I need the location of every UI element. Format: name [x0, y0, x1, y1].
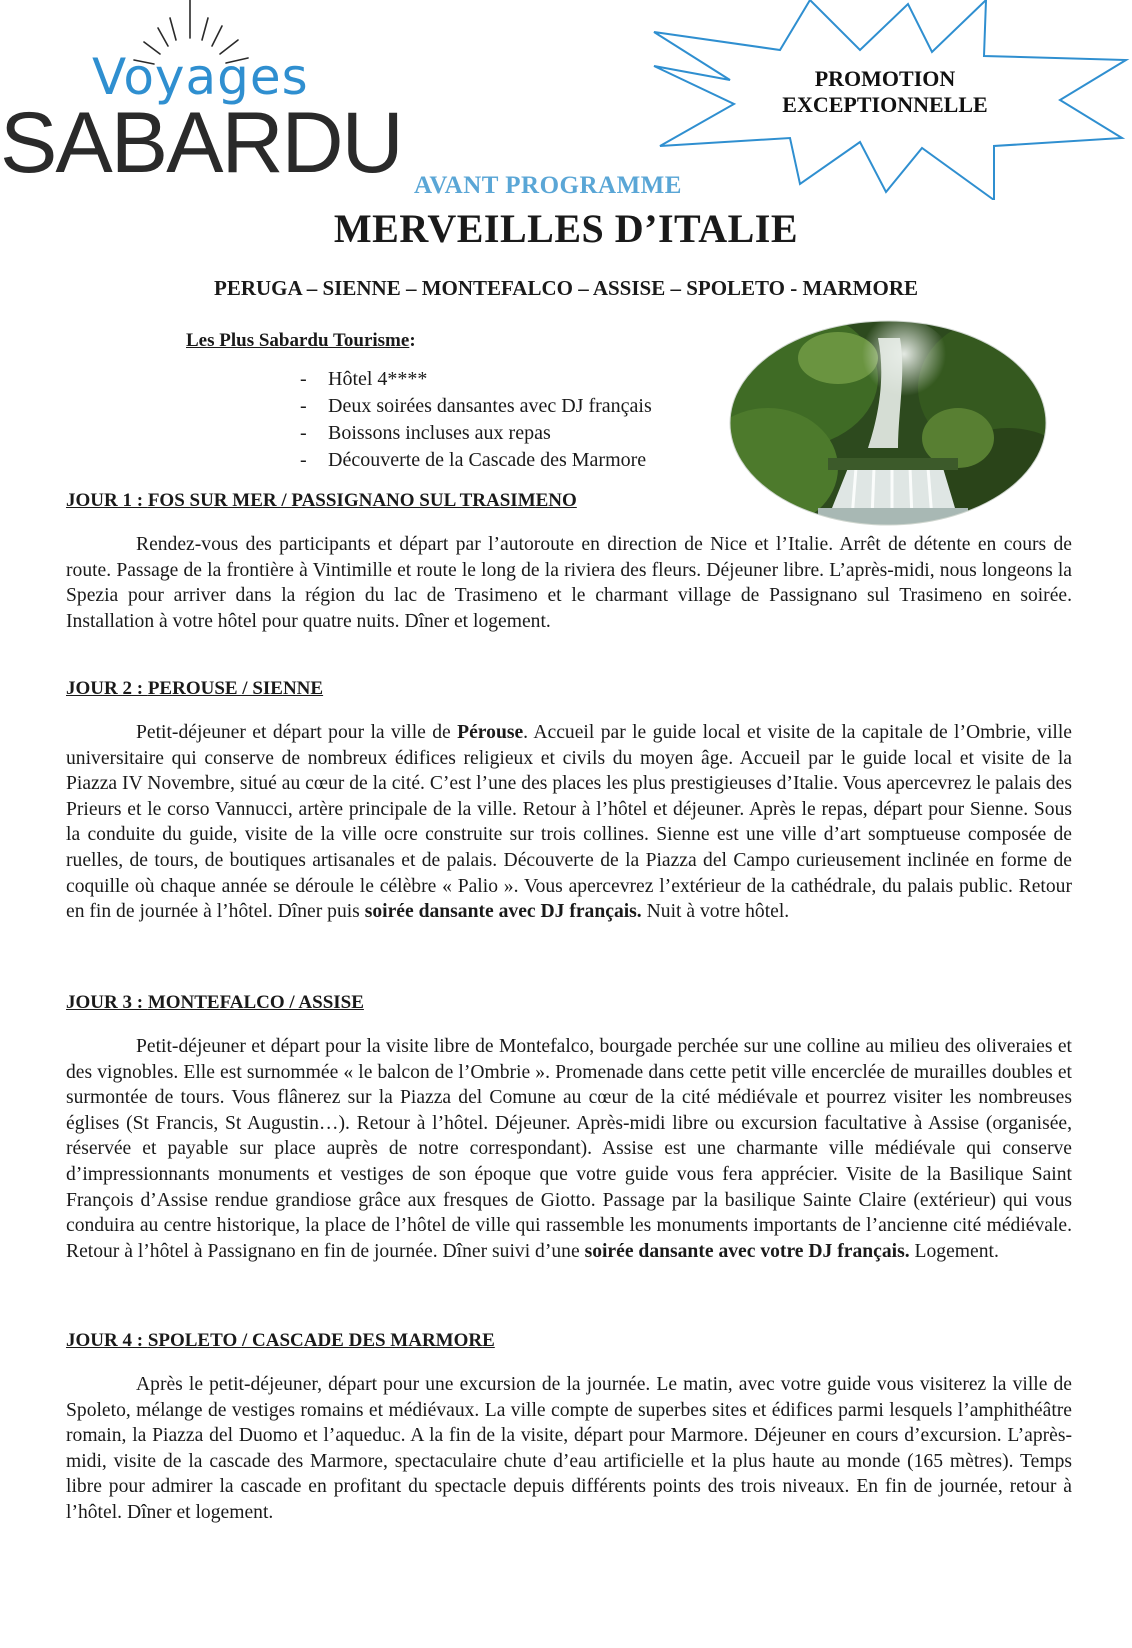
day-2-bold-a: Pérouse: [457, 722, 524, 743]
document-subtitle: AVANT PROGRAMME: [414, 172, 682, 199]
promotion-line-2: EXCEPTIONNELLE: [782, 92, 988, 117]
day-3-text-a: Petit-déjeuner et départ pour la visite libre de Montefalco, bourgade perchée sur une colline au milieu des oliveraies et des vignobles. Elle est surnommée « le balcon de l’Ombrie ». Promenade dans cette petit ville encerclée de murailles doubles et surmontée de tours. Vous flânerez sur la Piazza del Comune au cœur de la cité médiévale et pourrez visiter les nombreuses églises (St Francis, St Augustin…). Retour à l’hôtel. Déjeuner. Après-midi libre ou excursion facultative à Assise (organisée, réservée et payable sur place auprès de notre correspondant). Assise est une charmante ville médiévale qui conserve d’impressionnants monuments et vestiges de son époque que votre guide vous fera apprécier. Visite de la Basilique Saint François d’Assise rendue grandiose grâce aux fresques de Giotto. Passage par la basilique Sainte Claire (extérieur) qui vous conduira au centre historique, la place de l’hôtel de ville qui rassemble les monuments importants de l’ancienne cité médiévale. Retour à l’hôtel à Passignano en fin de journée. Dîner suivi d’une: [66, 1036, 1072, 1262]
highlight-item: - Découverte de la Cascade des Marmore: [300, 447, 652, 474]
day-1-label: JOUR 1: [66, 490, 132, 511]
day-4-title: SPOLETO / CASCADE DES MARMORE: [147, 1330, 495, 1351]
promotion-line-1: PROMOTION: [814, 66, 956, 91]
promotion-badge: [730, 66, 1040, 118]
day-2-title: PEROUSE / SIENNE: [147, 678, 324, 699]
day-2-heading: JOUR 2 : PEROUSE / SIENNE: [66, 678, 324, 699]
day-4-heading: JOUR 4 : SPOLETO / CASCADE DES MARMORE: [66, 1330, 495, 1351]
day-1-title: FOS SUR MER / PASSIGNANO SUL TRASIMENO: [147, 490, 577, 511]
day-3-label: JOUR 3: [66, 992, 132, 1013]
day-1-heading: JOUR 1 : FOS SUR MER / PASSIGNANO SUL TRASIMENO: [66, 490, 577, 511]
day-3-bold-a: soirée dansante avec votre DJ français.: [584, 1240, 910, 1262]
highlights-list: [300, 366, 652, 474]
day-3-section: [66, 992, 1072, 1264]
day-2-text-a: Petit-déjeuner et départ pour la ville de: [136, 722, 458, 743]
highlight-item: - Hôtel 4****: [300, 366, 652, 393]
highlights-heading-text: Les Plus Sabardu Tourisme: [186, 330, 410, 351]
logo-sabardu-text: SABARDU: [0, 95, 402, 191]
day-4-label: JOUR 4: [66, 1330, 132, 1351]
day-4-section: [66, 1330, 1072, 1526]
highlights-heading-suffix: :: [409, 330, 416, 351]
day-2-bold-b: soirée dansante avec DJ français.: [364, 901, 642, 923]
day-1-text: Rendez-vous des participants et départ par l’autoroute en direction de Nice et l’Italie. Arrêt de détente en cours de route. Passage de la frontière à Vintimille et route le long de la riviera des fleurs. Déjeuner libre. L’après-midi, nous longeons la Spezia pour arriver dans la région du lac de Trasimeno et le charmant village de Passignano sul Trasimeno en soirée. Installation à votre hôtel pour quatre nuits. Dîner et logement.: [66, 534, 1072, 632]
highlight-item: - Boissons incluses aux repas: [300, 420, 652, 447]
day-2-section: [66, 678, 1072, 925]
day-4-text: Après le petit-déjeuner, départ pour une excursion de la journée. Le matin, avec votre guide vous visiterez la ville de Spoleto, mélange de vestiges romains et médiévaux. La ville compte de superbes sites et édifices parmi lesquels l’amphithéâtre romain, la Piazza del Duomo et l’aqueduc. A la fin de la visite, départ pour Marmore. Déjeuner en cours d’excursion. L’après-midi, visite de la cascade des Marmore, spectaculaire chute d’eau artificielle et la plus haute au monde (165 mètres). Temps libre pour admirer la cascade en profitant du spectacle depuis différents points des trois niveaux. En fin de journée, retour à l’hôtel. Dîner et logement.: [66, 1374, 1072, 1523]
highlights-heading: [186, 330, 416, 352]
day-1-section: [66, 490, 1072, 634]
day-3-text: [66, 1034, 1072, 1264]
day-2-text-b: . Accueil par le guide local et visite de la capitale de l’Ombrie, ville universitaire qui conserve de nombreux édifices religieux et civils du moyen âge. Accueil par le guide local et visite de la Piazza IV Novembre, situé au cœur de la cité. C’est l’une des places les plus prestigieuses d’Italie. Vous apercevrez le palais des Prieurs et le corso Vannucci, artère principale de la ville. Retour à l’hôtel et déjeuner. Après le repas, départ pour Sienne. Sous la conduite du guide, visite de la ville ocre construite sur trois collines. Sienne est une ville d’art somptueuse composée de ruelles, de tours, de boutiques artisanales et de palais. Découverte de la Piazza del Campo curieusement inclinée en forme de coquille où chaque année se déroule le célèbre « Palio ». Vous apercevrez l’extérieur de la cathédrale, du palais public. Retour en fin de journée à l’hôtel. Dîner puis: [66, 722, 1072, 923]
route-line: PERUGA – SIENNE – MONTEFALCO – ASSISE – SPOLETO - MARMORE: [214, 276, 918, 300]
day-3-text-b: Logement.: [909, 1240, 999, 1262]
document-title: MERVEILLES D’ITALIE: [333, 206, 799, 251]
day-2-text-c: Nuit à votre hôtel.: [641, 901, 790, 923]
day-3-heading: JOUR 3 : MONTEFALCO / ASSISE: [66, 992, 364, 1013]
brand-logo: [0, 0, 400, 200]
highlight-item: - Deux soirées dansantes avec DJ français: [300, 393, 652, 420]
day-2-text: [66, 720, 1072, 925]
day-2-label: JOUR 2: [66, 678, 132, 699]
logo-voyages-text: Voyages: [92, 48, 309, 106]
day-3-title: MONTEFALCO / ASSISE: [147, 992, 364, 1013]
